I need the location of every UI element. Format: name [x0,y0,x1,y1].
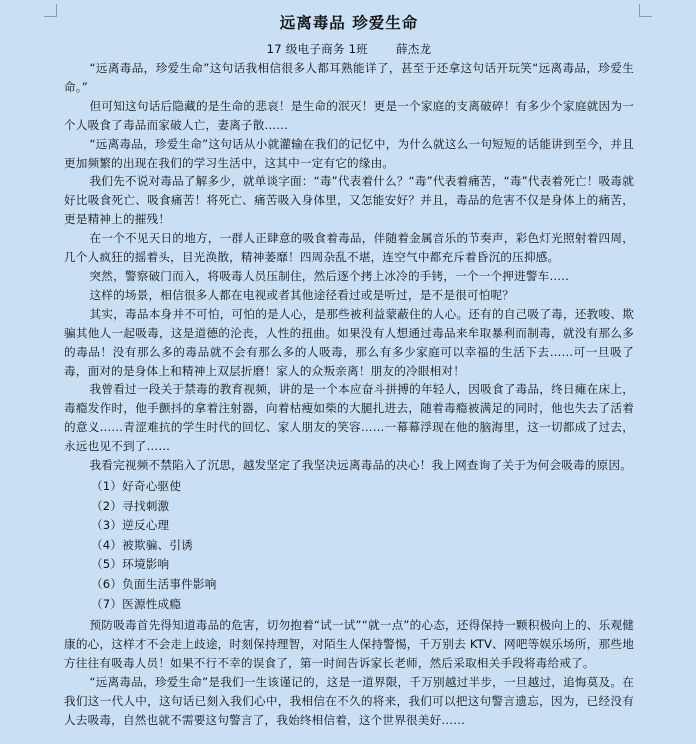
document-page [64,8,634,730]
page-corner-mark-left [44,4,57,17]
list-item: （7）医源性成瘾 [91,596,182,611]
paragraph: 我看完视频不禁陷入了沉思，越发坚定了我坚决远离毒品的决心！我上网查询了关于为何会吸毒的原因。 [89,458,633,473]
paragraph: “远离毒品，珍爱生命”这句话从小就灌输在我们的记忆中，为什么就这么一句短短的话能讲到至今，并且更加频繁的出现在我们的学习生活中，这其中一定有它的缘由。 [64,136,634,170]
list-item: （2）寻找刺激 [91,498,170,513]
paragraph: 这样的场景，相信很多人都在电视或者其他途径看过或是听过，是不是很可怕呢？ [89,287,515,302]
paragraph: 其实，毒品本身并不可怕，可怕的是人心，是那些被利益蒙蔽住的人心。还有的自己吸了毒，还教唆、欺骗其他人一起吸毒，这是道德的沦丧，人性的扭曲。如果没有人想通过毒品来牟取暴利而制毒，就没有那么多的毒品！没有那么多的毒品就不会有那么多的人吸毒，那么有多少家庭可以幸福的生活下去……可一旦吸了毒，面对的是身体上和精神上双层折磨！家人的众叛亲离！朋友的冷眼相对！ [64,306,634,378]
page-corner-mark-right [639,4,652,17]
paragraph: “远离毒品，珍爱生命”是我们一生该谨记的，这是一道界限，千万别越过半步，一旦越过，追悔莫及。在我们这一代人中，这句话已刻入我们心中，我相信在不久的将来，我们可以把这句警言遗忘，因为，已经没有人去吸毒，自然也就不需要这句警言了，我始终相信着，这个世界很美好…… [64,674,634,727]
list-item: （5）环境影响 [91,557,170,572]
paragraph: 在一个不见天日的地方，一群人正肆意的吸食着毒品，伴随着金属音乐的节奏声，彩色灯光照射着四周，几个人疯狂的摇着头，目光涣散，精神萎靡！四周杂乱不堪，连空气中都充斥着昏沉的压抑感。 [64,231,634,265]
author-name: 薛杰龙 [395,42,432,56]
paragraph: 我们先不说对毒品了解多少，就单谈字面：“毒”代表着什么？“毒”代表着痛苦，“毒”代表着死亡！吸毒就好比吸食死亡、吸食痛苦！将死亡、痛苦吸入身体里，又怎能安好？并且，毒品的危害不仅是身体上的痛苦，更是精神上的摧残！ [64,174,634,227]
list-item: （1）好奇心驱使 [91,478,182,493]
paragraph: “远离毒品，珍爱生命”这句话我相信很多人都耳熟能详了，甚至于还拿这句话开玩笑“远离毒品，珍爱生命。” [64,61,634,94]
class-name: 17 级电子商务 1班 [266,42,368,56]
reasons-list [64,477,634,614]
document-title: 远离毒品 珍爱生命 [279,14,419,32]
paragraph: 突然，警察破门而入，将吸毒人员压制住，然后逐个拷上冰冷的手铐，一个一个押进警车….. [89,268,570,283]
list-item: （4）被欺骗、引诱 [91,537,193,552]
paragraph: 我曾看过一段关于禁毒的教育视频，讲的是一个本应奋斗拼搏的年轻人，因吸食了毒品，终日瘫在床上，毒瘾发作时，他手颤抖的拿着注射器，向着枯瘦如柴的大腿扎进去，随着毒瘾被满足的同时，他也失去了活着的意义……青涩难抗的学生时代的回忆、家人朋友的笑容……一幕幕浮现在他的脑海里，这一切都成了过去，永远也见不到了…… [64,382,634,454]
list-item: （6）负面生活事件影响 [91,576,217,591]
paragraph: 预防吸毒首先得知道毒品的危害，切勿抱着“试一试”“就一点”的心态，还得保持一颗积极向上的、乐观健康的心，这样才不会走上歧途，时刻保持理智，对陌生人保持警惕，千万别去 KTV、网吧等娱乐场所，那些地方往往有吸毒人员！如果不行不幸的误食了，第一时间告诉家长老师，然后采取相关手段将毒给戒了。 [64,618,634,670]
list-item: （3）逆反心理 [91,518,170,533]
document-byline [64,40,634,58]
paragraph: 但可知这句话后隐藏的是生命的悲哀！是生命的泯灭！更是一个家庭的支离破碎！有多少个家庭就因为一个人吸食了毒品而家破人亡，妻离子散…… [64,98,634,132]
